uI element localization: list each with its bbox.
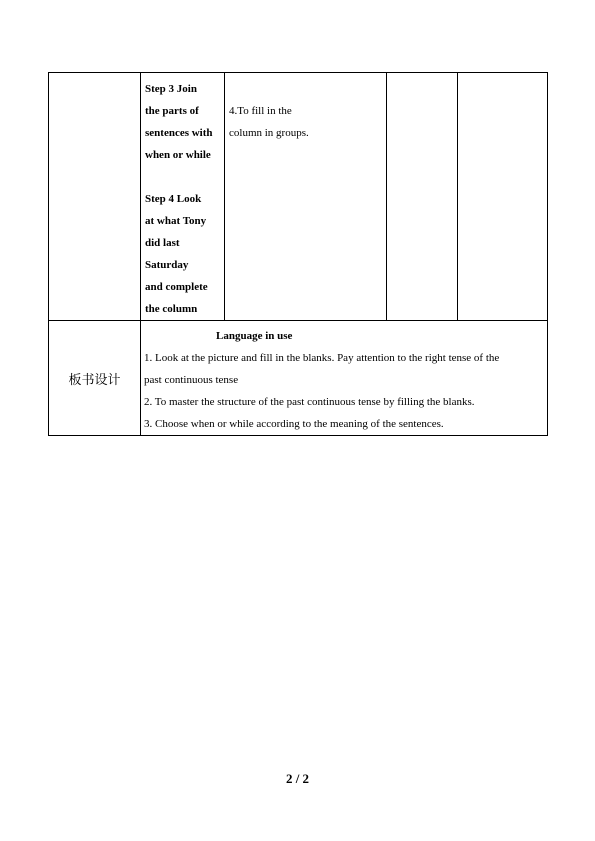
- board-design-label: 板书设计: [49, 321, 141, 436]
- steps-row: [49, 73, 548, 321]
- board-title: Language in use: [216, 330, 293, 342]
- step-spacer: [145, 166, 224, 188]
- step3-line: sentences with: [145, 127, 213, 139]
- step3-line: Step 3 Join: [145, 83, 197, 95]
- board-design-row: [49, 321, 548, 436]
- step4-line: and complete: [145, 281, 208, 293]
- board-line: past continuous tense: [144, 374, 239, 386]
- board-line: 3. Choose when or while according to the meaning of the sentences.: [144, 418, 444, 430]
- step4-line: Step 4 Look: [145, 193, 202, 205]
- step3-line: the parts of: [145, 105, 199, 117]
- activity-line: 4.To fill in the: [229, 105, 292, 117]
- board-design-content: [141, 321, 548, 436]
- board-line: 1. Look at the picture and fill in the blanks. Pay attention to the right tense of the: [144, 352, 500, 364]
- step4-line: did last: [145, 237, 180, 249]
- lesson-plan-table: [48, 72, 548, 436]
- empty-stage-cell: [49, 73, 141, 321]
- step4-line: at what Tony: [145, 215, 207, 227]
- step3-line: when or while: [145, 149, 211, 161]
- step4-line: Saturday: [145, 259, 189, 271]
- page-number: 2 / 2: [285, 771, 310, 786]
- step4-line: the column: [145, 303, 198, 315]
- empty-cell: [458, 73, 548, 321]
- steps-cell: [141, 73, 225, 321]
- activity-cell: [225, 73, 387, 321]
- empty-cell: [387, 73, 458, 321]
- board-line: 2. To master the structure of the past continuous tense by filling the blanks.: [144, 396, 475, 408]
- activity-line: column in groups.: [229, 127, 309, 139]
